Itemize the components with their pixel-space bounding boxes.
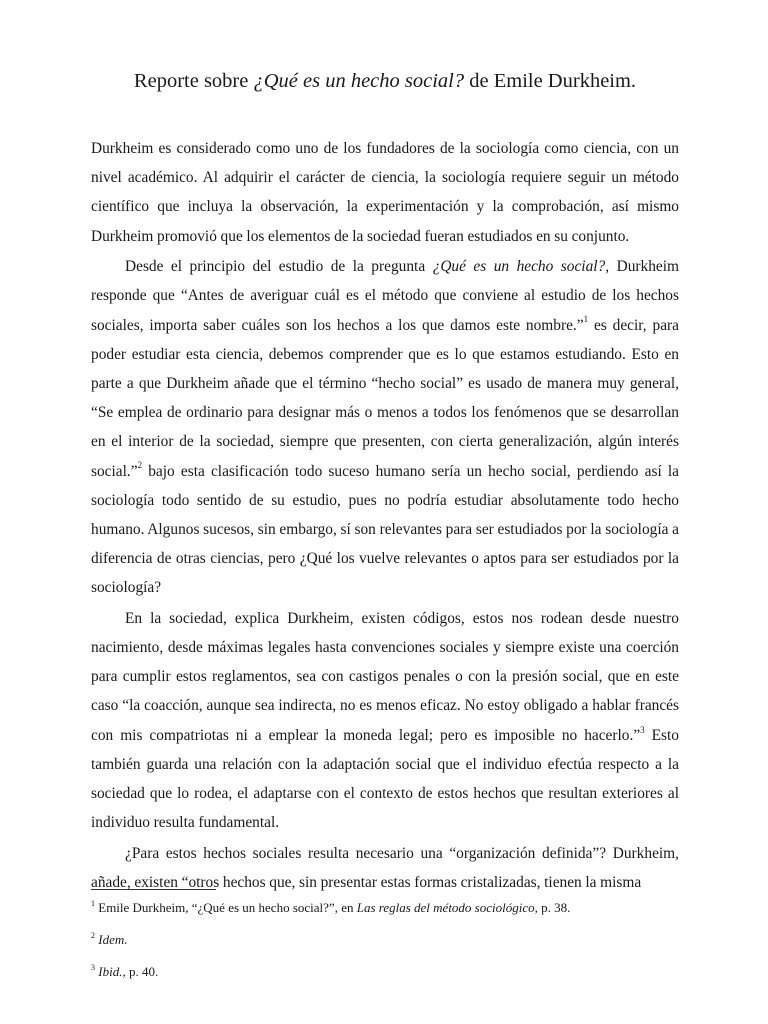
paragraph-2-part-c: es decir, para poder estudiar esta ciencia, debemos comprender que es lo que estamos estudiando. Esto en parte a que Durkheim añade que el término “hecho social” es usado de manera muy general, “Se emplea de ordinario para designar más o menos a todos los fenómenos que se desarrollan en el interior de la sociedad, siempre que presenten, con cierta generalización, algún interés social.” (91, 316, 679, 480)
footnotes (91, 899, 679, 995)
paragraph-3 (91, 604, 679, 838)
footnote-1-text-a: Emile Durkheim, “¿Qué es un hecho social?”, en (95, 900, 357, 915)
footnote-ref-2: 2 (137, 460, 143, 471)
footnote-ref-1: 1 (583, 314, 589, 325)
footnote-ref-3: 3 (640, 724, 645, 735)
footnote-2-number: 2 (91, 930, 95, 940)
footnote-3-italic: Ibid., (98, 964, 126, 979)
body-text (91, 134, 679, 897)
footnote-2 (91, 931, 679, 949)
footnote-3-number: 3 (91, 962, 95, 972)
footnote-1-text-b: p. 38. (537, 900, 571, 915)
paragraph-2 (91, 252, 679, 602)
footnote-1-number: 1 (91, 898, 95, 908)
paragraph-1: Durkheim es considerado como uno de los fundadores de la sociología como ciencia, con un nivel académico. Al adquirir el carácter de ciencia, la sociología requiere seguir un método científico que incluya la observación, la experimentación y la comprobación, así mismo Durkheim promovió que los elementos de la sociedad fueran estudiados en su conjunto. (91, 140, 679, 245)
title-italic: ¿Qué es un hecho social? (253, 70, 465, 92)
paragraph-2-part-d: bajo esta clasificación todo suceso humano sería un hecho social, perdiendo así la sociología todo sentido de su estudio, pues no podría estudiar absolutamente todo hecho humano. Algunos sucesos, sin embargo, sí son relevantes para ser estudiados por la sociología a diferencia de otras ciencias, pero ¿Qué los vuelve relevantes o aptos para ser estudiados por la sociología? (91, 462, 679, 597)
footnote-1-italic: Las reglas del método sociológico, (356, 900, 538, 915)
paragraph-2-italic: ¿Qué es un hecho social?, (432, 258, 610, 276)
paragraph-3-part-b: Esto también guarda una relación con la adaptación social que el individuo efectúa respecto a la sociedad que lo rodea, el adaptarse con el contexto de estos hechos que resultan exteriores al individuo resulta fundamental. (91, 726, 679, 832)
title-prefix: Reporte sobre (133, 70, 254, 92)
paragraph-2-part-b: Durkheim responde que “Antes de averiguar cuál es el método que conviene al estudio de los hechos sociales, importa saber cuáles son los hechos a los que damos este nombre.” (91, 258, 679, 334)
footnote-3 (91, 963, 679, 981)
paragraph-2-part-a: Desde el principio del estudio de la pregunta (125, 258, 433, 276)
footnote-separator (91, 889, 216, 890)
title-suffix: de Emile Durkheim. (464, 70, 637, 92)
paragraph-4: ¿Para estos hechos sociales resulta necesario una “organización definida”? Durkheim, añade, existen “otros hechos que, sin presentar estas formas cristalizadas, tienen la misma (91, 844, 679, 891)
paragraph-3-part-a: En la sociedad, explica Durkheim, existen códigos, estos nos rodean desde nuestro nacimiento, desde máximas legales hasta convenciones sociales y siempre existe una coerción para cumplir estos reglamentos, sea con castigos penales o con la presión social, que en este caso “la coacción, aunque sea indirecta, no es menos eficaz. No estoy obligado a hablar francés con mis compatriotas ni a emplear la moneda legal; pero es imposible no hacerlo.” (91, 609, 679, 744)
document-title (91, 0, 679, 96)
footnote-3-text-b: p. 40. (125, 964, 159, 979)
footnote-1 (91, 899, 679, 917)
footnote-2-italic: Idem. (98, 932, 128, 947)
